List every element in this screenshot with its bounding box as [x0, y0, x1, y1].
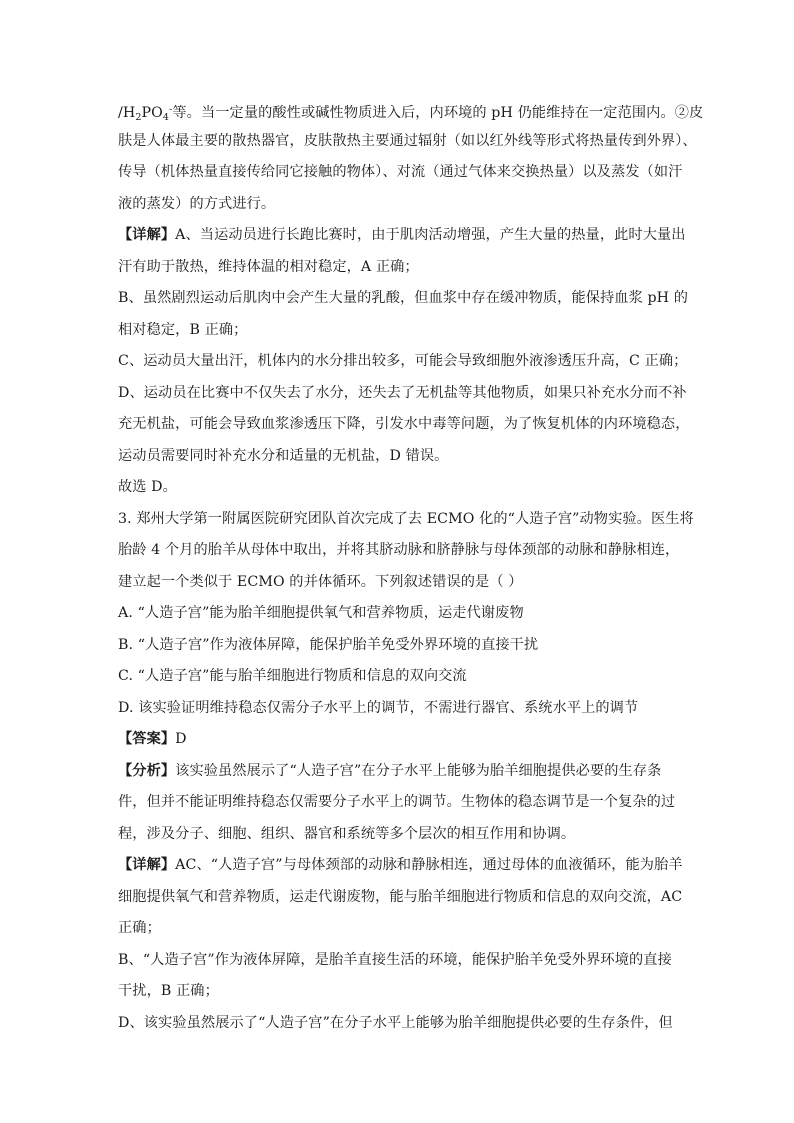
question3-option-a: A. “人造子宫”能为胎羊细胞提供氧气和营养物质，运走代谢废物 [118, 605, 524, 621]
detail2-label: 【详解】 [118, 857, 176, 873]
detail1-line-4: 相对稳定，B 正确； [118, 321, 248, 338]
answer-value: D [175, 731, 187, 747]
detail1-conclusion: 故选 D。 [118, 479, 177, 495]
question3-option-b: B. “人造子宫”作为液体屏障，能保护胎羊免受外界环境的直接干扰 [118, 636, 539, 653]
question3-analysis-line-2: 件，但并不能证明维持稳态仅需要分子水平上的调节。生物体的稳态调节是一个复杂的过 [118, 794, 676, 810]
intro-line-2: 肤是人体最主要的散热器官，皮肤散热主要通过辐射（如以红外线等形式将热量传到外界）、 [118, 132, 697, 149]
question3-detail-line-3: 正确； [118, 920, 161, 936]
answer-label: 【答案】 [118, 731, 176, 747]
question3-option-d: D. 该实验证明维持稳态仅需分子水平上的调节，不需进行器官、系统水平上的调节 [118, 699, 639, 716]
intro-superscript-minus: - [169, 104, 173, 115]
analysis-label: 【分析】 [118, 762, 176, 779]
intro-subscript-4: 4 [162, 112, 170, 123]
intro-line-4: 液的蒸发）的方式进行。 [118, 195, 276, 212]
detail1-line-1 [118, 220, 690, 252]
question3-detail-line-6: D、该实验虽然展示了“人造子宫”在分子水平上能够为胎羊细胞提供必要的生存条件，但 [118, 1014, 673, 1031]
detail1-line-8: 运动员需要同时补充水分和适量的无机盐，D 错误。 [118, 447, 449, 464]
question3-analysis-line-3: 程，涉及分子、细胞、组织、器官和系统等多个层次的相互作用和协调。 [118, 825, 576, 842]
question3-detail-line-2: 细胞提供氧气和营养物质，运走代谢废物，能与胎羊细胞进行物质和信息的双向交流，AC [118, 888, 683, 905]
detail1-line-6: D、运动员在比赛中不仅失去了水分，还失去了无机盐等其他物质，如果只补充水分而不补 [118, 384, 687, 401]
question3-option-c: C. “人造子宫”能与胎羊细胞进行物质和信息的双向交流 [118, 668, 467, 684]
question3-line-1: 3. 郑州大学第一附属医院研究团队首次完成了去 ECMO 化的“人造子宫”动物实验。医生将 [118, 510, 694, 527]
analysis-line-1-text: 该实验虽然展示了“人造子宫”在分子水平上能够为胎羊细胞提供必要的生存条 [175, 762, 662, 779]
detail1-line-2: 汗有助于散热，维持体温的相对稳定，A 正确； [118, 258, 419, 275]
detail1-line-7: 充无机盐，可能会导致血浆渗透压下降，引发水中毒等问题，为了恢复机体的内环境稳态， [118, 416, 690, 432]
document-content [118, 94, 704, 1039]
intro-h-prefix: /H [118, 105, 136, 121]
question3-detail-line-5: 干扰，B 正确； [118, 983, 219, 999]
question3-line-2: 胎龄 4 个月的胎羊从母体中取出，并将其脐动脉和脐静脉与母体颈部的动脉和静脉相连， [118, 542, 680, 558]
detail1-line-1-text: A、当运动员进行长跑比赛时，由于肌肉活动增强，产生大量的热量，此时大量出 [175, 227, 686, 243]
detail1-line-5: C、运动员大量出汗，机体内的水分排出较多，可能会导致细胞外液渗透压升高，C 正确； [118, 353, 688, 369]
question3-line-3: 建立起一个类似于 ECMO 的并体循环。下列叙述错误的是（ ） [118, 573, 523, 590]
detail1-line-3: B、虽然剧烈运动后肌肉中会产生大量的乳酸，但血浆中存在缓冲物质，能保持血浆 pH 的 [118, 290, 689, 306]
detail2-line-1-text: AC、“人造子宫”与母体颈部的动脉和静脉相连，通过母体的血液循环，能为胎羊 [175, 857, 683, 873]
intro-po: PO [141, 105, 163, 121]
question3-detail-line-1 [118, 850, 690, 882]
intro-line-1 [118, 94, 704, 126]
intro-line-1-text: 等。当一定量的酸性或碱性物质进入后，内环境的 pH 仍能维持在一定范围内。②皮 [172, 105, 704, 121]
question3-detail-line-4: B、“人造子宫”作为液体屏障，是胎羊直接生活的环境，能保护胎羊免受外界环境的直接 [118, 951, 672, 968]
question3-analysis-line-1 [118, 756, 690, 788]
detail1-label: 【详解】 [118, 227, 176, 243]
question3-answer [118, 724, 690, 756]
intro-subscript-2: 2 [135, 112, 142, 123]
intro-line-3: 传导（机体热量直接传给同它接触的物体）、对流（通过气体来交换热量）以及蒸发（如汗 [118, 164, 683, 180]
